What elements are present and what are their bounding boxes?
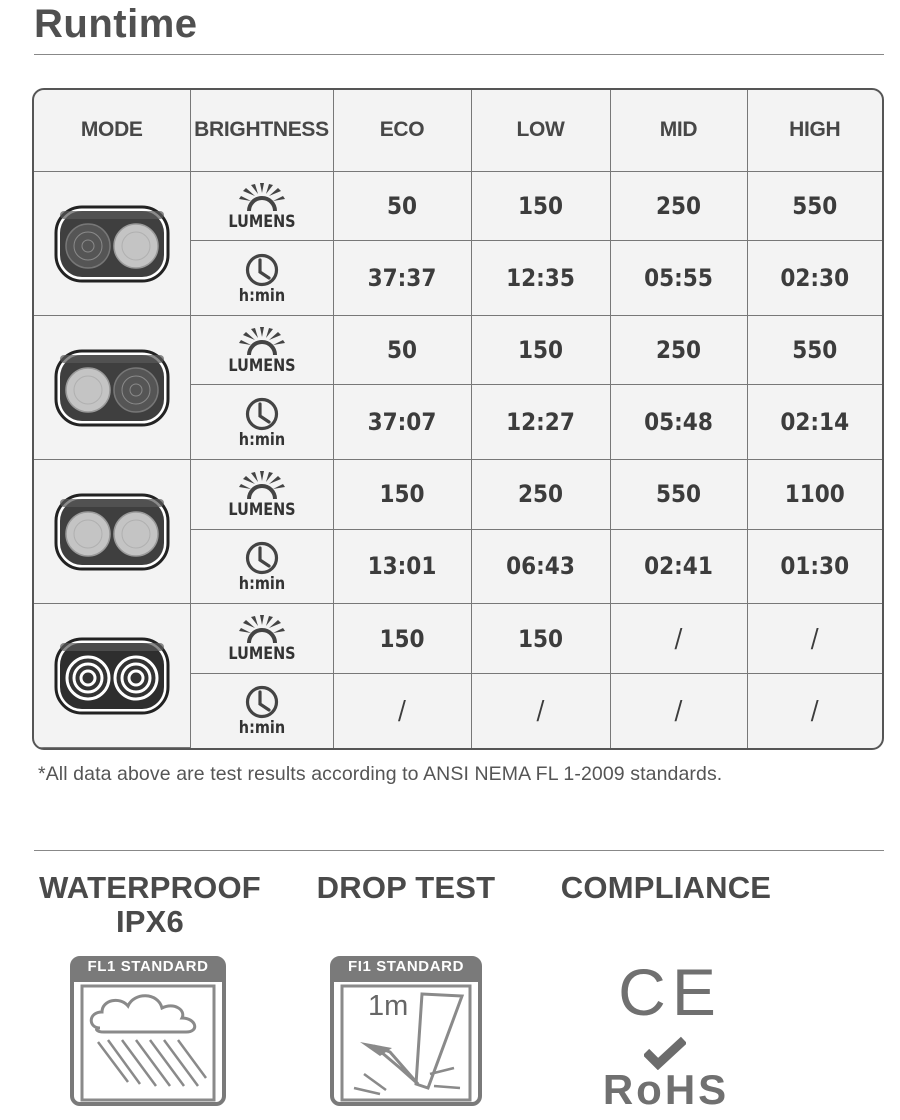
header-eco: ECO — [333, 90, 471, 171]
runtime-table — [32, 88, 884, 750]
runtime-value: / — [471, 673, 610, 747]
lumens-label: LUMENS — [227, 355, 296, 376]
lumens-icon — [239, 471, 285, 501]
runtime-label-cell — [190, 673, 333, 747]
lumens-value: / — [747, 604, 882, 673]
lumens-label: LUMENS — [227, 499, 296, 520]
lumens-value: 50 — [333, 171, 471, 240]
table-row — [34, 604, 882, 673]
lumens-label-cell — [190, 171, 333, 240]
lumens-value: 250 — [471, 460, 610, 529]
headlight-right-lens-icon — [53, 203, 171, 285]
runtime-value: 02:14 — [747, 385, 882, 460]
lumens-label-cell — [190, 316, 333, 385]
lumens-icon — [239, 615, 285, 645]
runtime-value: 02:41 — [610, 529, 747, 604]
clock-icon — [244, 253, 280, 287]
runtime-label: h:min — [238, 573, 285, 594]
runtime-value: 37:37 — [333, 241, 471, 316]
lumens-value: 550 — [747, 316, 882, 385]
rain-cloud-icon — [70, 956, 226, 1106]
runtime-label-cell — [190, 385, 333, 460]
headlight-both-lenses-icon — [53, 491, 171, 573]
lumens-value: / — [610, 604, 747, 673]
runtime-label: h:min — [238, 285, 285, 306]
lumens-label-cell — [190, 460, 333, 529]
header-mode: MODE — [34, 90, 190, 171]
drop-test-badge — [330, 956, 482, 1106]
runtime-label: h:min — [238, 718, 285, 739]
runtime-value: / — [333, 673, 471, 747]
title-divider — [34, 54, 884, 55]
section-divider — [34, 850, 884, 851]
runtime-value: 05:48 — [610, 385, 747, 460]
lumens-label: LUMENS — [227, 644, 296, 665]
ce-mark: CE — [618, 955, 722, 1029]
page-title: Runtime — [34, 2, 198, 46]
lumens-label: LUMENS — [227, 211, 296, 232]
runtime-value: 02:30 — [747, 241, 882, 316]
rohs-mark: RoHS — [602, 1066, 730, 1113]
mode-cell — [34, 316, 190, 460]
headlight-ring-lenses-icon — [53, 635, 171, 717]
lumens-value: 150 — [471, 604, 610, 673]
table-row — [34, 316, 882, 385]
runtime-value: / — [747, 673, 882, 747]
lumens-value: 50 — [333, 316, 471, 385]
table-row — [34, 460, 882, 529]
waterproof-rating: IPX6 — [115, 904, 184, 939]
runtime-value: 06:43 — [471, 529, 610, 604]
header-brightness: BRIGHTNESS — [190, 90, 333, 171]
clock-icon — [244, 685, 280, 719]
footnote: *All data above are test results according to ANSI NEMA FL 1-2009 standards. — [38, 763, 723, 785]
compliance-marks — [600, 954, 740, 1114]
runtime-value: 37:07 — [333, 385, 471, 460]
runtime-value: / — [610, 673, 747, 747]
mode-cell — [34, 604, 190, 748]
lumens-icon — [239, 183, 285, 213]
mode-cell — [34, 171, 190, 315]
header-high: HIGH — [747, 90, 882, 171]
drop-test-title: DROP TEST — [316, 870, 496, 905]
runtime-value: 05:55 — [610, 241, 747, 316]
header-mid: MID — [610, 90, 747, 171]
lumens-value: 250 — [610, 171, 747, 240]
lumens-value: 150 — [471, 171, 610, 240]
runtime-label: h:min — [238, 429, 285, 450]
lumens-value: 150 — [471, 316, 610, 385]
waterproof-badge-label: FL1 STANDARD — [87, 958, 209, 975]
drop-height: 1m — [368, 990, 409, 1022]
lumens-value: 150 — [333, 604, 471, 673]
waterproof-title — [32, 871, 268, 939]
lumens-value: 550 — [747, 171, 882, 240]
runtime-label-cell — [190, 241, 333, 316]
runtime-value: 12:27 — [471, 385, 610, 460]
mode-cell — [34, 460, 190, 604]
clock-icon — [244, 541, 280, 575]
lumens-icon — [239, 327, 285, 357]
checkmark-icon — [644, 1036, 686, 1070]
lumens-value: 150 — [333, 460, 471, 529]
runtime-label-cell — [190, 529, 333, 604]
waterproof-badge — [70, 956, 226, 1106]
lumens-value: 1100 — [747, 460, 882, 529]
lumens-value: 250 — [610, 316, 747, 385]
compliance-title: COMPLIANCE — [560, 870, 772, 905]
table-row — [34, 171, 882, 240]
clock-icon — [244, 397, 280, 431]
table-header-row — [34, 90, 882, 171]
lumens-value: 550 — [610, 460, 747, 529]
lumens-label-cell — [190, 604, 333, 673]
runtime-value: 01:30 — [747, 529, 882, 604]
header-low: LOW — [471, 90, 610, 171]
headlight-left-lens-icon — [53, 347, 171, 429]
runtime-value: 13:01 — [333, 529, 471, 604]
drop-arrow-icon — [330, 956, 482, 1106]
drop-test-badge-label: FI1 STANDARD — [347, 958, 465, 975]
waterproof-title-text: WATERPROOF — [39, 870, 261, 905]
runtime-value: 12:35 — [471, 241, 610, 316]
